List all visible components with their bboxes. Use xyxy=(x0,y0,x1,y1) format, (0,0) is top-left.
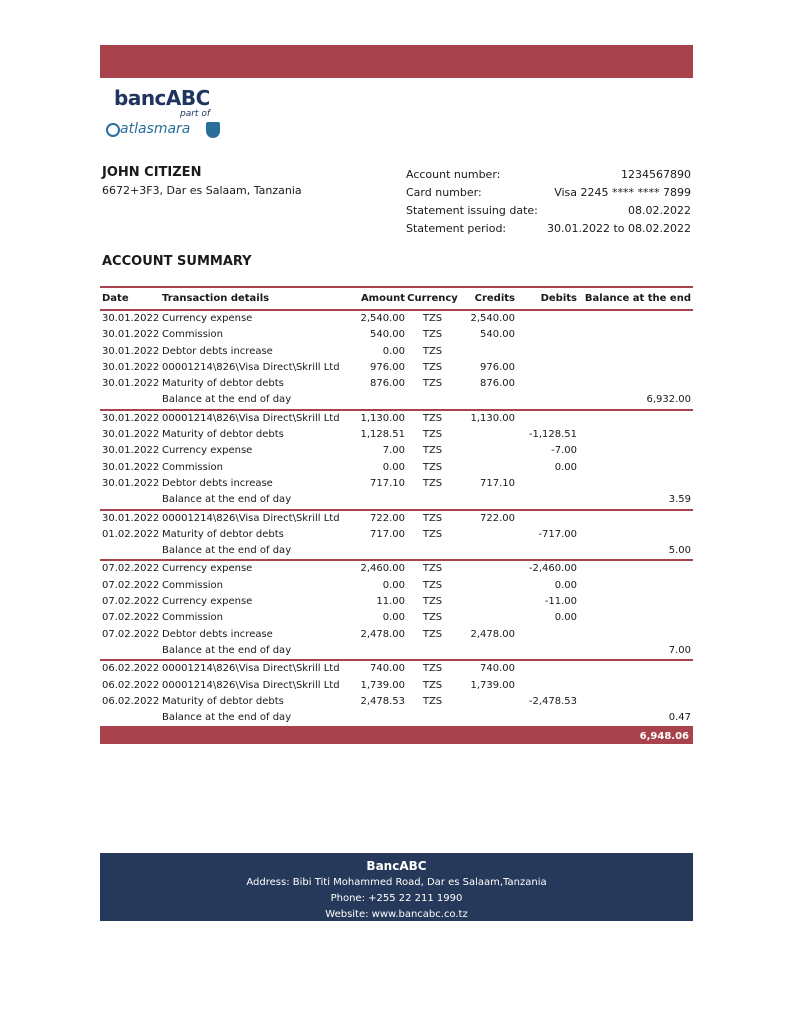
cell-debits xyxy=(515,376,577,392)
cell-date: 06.02.2022 xyxy=(102,695,160,707)
info-label: Statement issuing date: xyxy=(406,204,538,217)
cell-currency: TZS xyxy=(422,445,443,457)
total-band xyxy=(100,728,693,744)
cell-date: 30.01.2022 xyxy=(102,445,160,457)
col-credits: Credits xyxy=(474,293,515,304)
cell-credits: 2,478.00 xyxy=(470,628,515,640)
cell-details: Commission xyxy=(162,329,224,341)
cell-balance xyxy=(577,311,693,327)
cell-date: 30.01.2022 xyxy=(102,329,160,341)
table-row xyxy=(100,411,693,427)
cell-details: Debtor debts increase xyxy=(162,628,273,640)
cell-amount: 2,540.00 xyxy=(360,313,405,324)
cell-details: 00001214\826\Visa Direct\Skrill Ltd xyxy=(162,679,340,691)
cell-date xyxy=(100,492,162,508)
cell-balance xyxy=(577,694,693,710)
cell-credits xyxy=(460,694,515,710)
total-value: 6,948.06 xyxy=(639,730,689,742)
cell-currency xyxy=(405,643,460,659)
cell-amount: 2,460.00 xyxy=(360,563,405,575)
cell-currency xyxy=(405,543,460,559)
cell-details: Commission xyxy=(162,612,224,624)
cell-date: 30.01.2022 xyxy=(102,345,160,357)
table-row xyxy=(100,344,693,360)
cell-balance xyxy=(577,561,693,577)
cell-credits: 722.00 xyxy=(480,512,515,524)
cell-credits xyxy=(460,710,515,726)
table-row xyxy=(100,527,693,543)
cell-balance xyxy=(577,411,693,427)
footer xyxy=(100,853,693,921)
logo-bank-name: bancABC xyxy=(114,86,210,110)
cell-currency xyxy=(405,492,460,508)
header-band xyxy=(100,45,693,78)
cell-currency: TZS xyxy=(422,612,443,624)
cell-debits xyxy=(515,411,577,427)
cell-credits xyxy=(460,460,515,476)
cell-credits: 740.00 xyxy=(480,663,515,675)
cell-date: 06.02.2022 xyxy=(102,663,160,675)
info-value: 30.01.2022 to 08.02.2022 xyxy=(547,222,691,235)
logo-brand: atlasmara xyxy=(120,121,191,137)
cell-credits: 717.10 xyxy=(480,477,515,489)
cell-date: 30.01.2022 xyxy=(102,512,160,524)
cell-date: 30.01.2022 xyxy=(102,429,160,441)
account-holder-name: JOHN CITIZEN xyxy=(102,165,202,180)
cell-amount: 1,739.00 xyxy=(360,679,405,691)
table-row xyxy=(100,392,693,408)
cell-currency: TZS xyxy=(422,528,443,540)
table-row xyxy=(100,643,693,659)
cell-currency: TZS xyxy=(422,378,443,390)
cell-credits xyxy=(460,492,515,508)
account-info xyxy=(406,166,691,238)
cell-date: 30.01.2022 xyxy=(102,412,160,424)
cell-currency: TZS xyxy=(422,563,443,575)
cell-details: Balance at the end of day xyxy=(162,545,292,557)
cell-amount xyxy=(347,710,405,726)
info-row-issue-date xyxy=(406,202,691,220)
cell-credits xyxy=(460,344,515,360)
table-row xyxy=(100,476,693,492)
cell-credits xyxy=(460,443,515,459)
cell-currency: TZS xyxy=(422,461,443,473)
shield-icon xyxy=(206,122,220,138)
cell-debits xyxy=(515,643,577,659)
cell-debits xyxy=(515,492,577,508)
cell-credits xyxy=(460,643,515,659)
cell-balance xyxy=(577,427,693,443)
cell-credits: 1,130.00 xyxy=(470,412,515,424)
cell-balance xyxy=(577,476,693,492)
cell-currency: TZS xyxy=(422,345,443,357)
cell-details: Currency expense xyxy=(162,563,253,575)
cell-amount: 717.10 xyxy=(370,477,405,489)
col-currency: Currency xyxy=(407,293,458,304)
footer-phone: Phone: +255 22 211 1990 xyxy=(330,893,463,904)
cell-date: 30.01.2022 xyxy=(102,378,160,390)
cell-debits: -2,478.53 xyxy=(528,695,577,707)
table-row xyxy=(100,561,693,577)
cell-currency: TZS xyxy=(422,695,443,707)
col-amount: Amount xyxy=(360,293,405,304)
cell-amount: 2,478.53 xyxy=(360,695,405,707)
cell-date: 30.01.2022 xyxy=(102,461,160,473)
cell-debits: -7.00 xyxy=(551,445,577,457)
cell-details: Maturity of debtor debts xyxy=(162,378,284,390)
cell-credits: 2,540.00 xyxy=(470,313,515,324)
cell-currency: TZS xyxy=(422,477,443,489)
table-row xyxy=(100,694,693,710)
table-row xyxy=(100,311,693,327)
cell-date xyxy=(100,710,162,726)
cell-currency: TZS xyxy=(422,412,443,424)
table-row xyxy=(100,627,693,643)
cell-amount: 0.00 xyxy=(382,345,405,357)
cell-details: Currency expense xyxy=(162,313,253,324)
col-balance: Balance at the end xyxy=(584,293,691,304)
footer-website: Website: www.bancabc.co.tz xyxy=(325,909,468,920)
cell-details: Commission xyxy=(162,461,224,473)
cell-amount: 0.00 xyxy=(382,579,405,591)
cell-debits xyxy=(515,543,577,559)
cell-currency: TZS xyxy=(422,679,443,691)
cell-debits xyxy=(515,627,577,643)
table-body xyxy=(100,311,693,728)
cell-debits: 0.00 xyxy=(554,579,577,591)
cell-date: 30.01.2022 xyxy=(102,361,160,373)
cell-amount: 740.00 xyxy=(370,663,405,675)
cell-details: Balance at the end of day xyxy=(162,644,292,656)
cell-details: Currency expense xyxy=(162,596,253,608)
cell-details: Debtor debts increase xyxy=(162,345,273,357)
cell-debits xyxy=(515,327,577,343)
cell-date: 30.01.2022 xyxy=(102,477,160,489)
col-date: Date xyxy=(102,293,129,304)
cell-date: 07.02.2022 xyxy=(102,628,160,640)
cell-balance: 0.47 xyxy=(668,712,691,724)
cell-balance xyxy=(577,360,693,376)
cell-details: Debtor debts increase xyxy=(162,477,273,489)
cell-balance xyxy=(577,627,693,643)
cell-balance xyxy=(577,661,693,677)
cell-balance xyxy=(577,443,693,459)
transaction-group xyxy=(100,511,693,562)
cell-debits: -2,460.00 xyxy=(528,563,577,575)
cell-currency: TZS xyxy=(422,313,443,324)
cell-amount: 11.00 xyxy=(376,596,405,608)
cell-details: Balance at the end of day xyxy=(162,712,292,724)
transaction-group xyxy=(100,311,693,411)
cell-balance xyxy=(577,327,693,343)
cell-details: Maturity of debtor debts xyxy=(162,695,284,707)
cell-currency: TZS xyxy=(422,512,443,524)
cell-amount: 717.00 xyxy=(370,528,405,540)
info-row-period xyxy=(406,220,691,238)
table-row xyxy=(100,710,693,726)
cell-debits xyxy=(515,476,577,492)
cell-balance xyxy=(577,376,693,392)
atlasmara-mark-icon xyxy=(106,123,120,137)
cell-amount xyxy=(347,392,405,408)
table-row xyxy=(100,543,693,559)
cell-details: Maturity of debtor debts xyxy=(162,528,284,540)
cell-date xyxy=(100,543,162,559)
cell-details: 00001214\826\Visa Direct\Skrill Ltd xyxy=(162,361,340,373)
table-row xyxy=(100,678,693,694)
cell-details: Currency expense xyxy=(162,445,253,457)
cell-amount: 540.00 xyxy=(370,329,405,341)
table-row xyxy=(100,661,693,677)
cell-credits: 976.00 xyxy=(480,361,515,373)
cell-date xyxy=(100,643,162,659)
cell-amount: 0.00 xyxy=(382,612,405,624)
cell-balance xyxy=(577,678,693,694)
table-row xyxy=(100,610,693,626)
cell-date: 06.02.2022 xyxy=(102,679,160,691)
cell-debits xyxy=(515,710,577,726)
cell-details: Balance at the end of day xyxy=(162,394,292,406)
cell-amount: 7.00 xyxy=(382,445,405,457)
cell-debits xyxy=(515,678,577,694)
cell-debits xyxy=(515,661,577,677)
cell-credits xyxy=(460,543,515,559)
cell-balance: 5.00 xyxy=(668,545,691,557)
cell-credits xyxy=(460,578,515,594)
footer-bank-name: BancABC xyxy=(366,859,427,873)
cell-balance xyxy=(577,610,693,626)
cell-balance xyxy=(577,578,693,594)
info-value: 1234567890 xyxy=(621,168,691,181)
table-row xyxy=(100,492,693,508)
cell-debits xyxy=(515,344,577,360)
cell-debits: 0.00 xyxy=(554,461,577,473)
table-row xyxy=(100,376,693,392)
cell-date: 07.02.2022 xyxy=(102,596,160,608)
cell-credits xyxy=(460,527,515,543)
table-row xyxy=(100,443,693,459)
cell-amount: 1,128.51 xyxy=(360,429,405,441)
cell-currency: TZS xyxy=(422,596,443,608)
cell-debits xyxy=(515,511,577,527)
info-row-account xyxy=(406,166,691,184)
cell-details: Commission xyxy=(162,579,224,591)
cell-debits: 0.00 xyxy=(554,612,577,624)
cell-debits xyxy=(515,360,577,376)
cell-currency: TZS xyxy=(422,663,443,675)
bank-logo xyxy=(100,86,230,144)
logo-part-of: part of xyxy=(180,109,210,119)
cell-details: Maturity of debtor debts xyxy=(162,429,284,441)
cell-date: 30.01.2022 xyxy=(102,313,160,324)
cell-credits: 1,739.00 xyxy=(470,679,515,691)
cell-debits xyxy=(515,392,577,408)
cell-currency: TZS xyxy=(422,329,443,341)
cell-currency xyxy=(405,710,460,726)
cell-details: 00001214\826\Visa Direct\Skrill Ltd xyxy=(162,663,340,675)
cell-debits: -11.00 xyxy=(544,596,577,608)
cell-balance xyxy=(577,460,693,476)
cell-date: 07.02.2022 xyxy=(102,612,160,624)
cell-credits xyxy=(460,594,515,610)
table-row xyxy=(100,427,693,443)
cell-credits xyxy=(460,427,515,443)
table-row xyxy=(100,460,693,476)
cell-date xyxy=(100,392,162,408)
table-row xyxy=(100,578,693,594)
cell-currency: TZS xyxy=(422,361,443,373)
cell-date: 07.02.2022 xyxy=(102,579,160,591)
cell-details: 00001214\826\Visa Direct\Skrill Ltd xyxy=(162,412,340,424)
transaction-group xyxy=(100,561,693,661)
cell-credits: 876.00 xyxy=(480,378,515,390)
cell-debits: -717.00 xyxy=(538,528,577,540)
table-header xyxy=(100,286,693,311)
table-row xyxy=(100,327,693,343)
cell-credits: 540.00 xyxy=(480,329,515,341)
cell-date: 07.02.2022 xyxy=(102,563,160,575)
transaction-group xyxy=(100,661,693,728)
cell-amount: 1,130.00 xyxy=(360,412,405,424)
cell-currency: TZS xyxy=(422,429,443,441)
cell-currency: TZS xyxy=(422,579,443,591)
cell-credits xyxy=(460,392,515,408)
cell-debits xyxy=(515,311,577,327)
cell-date: 01.02.2022 xyxy=(102,528,160,540)
cell-amount xyxy=(347,543,405,559)
info-row-card xyxy=(406,184,691,202)
table-row xyxy=(100,594,693,610)
cell-amount: 876.00 xyxy=(370,378,405,390)
info-label: Statement period: xyxy=(406,222,507,235)
cell-amount: 976.00 xyxy=(370,361,405,373)
cell-balance xyxy=(577,594,693,610)
cell-amount xyxy=(347,492,405,508)
transaction-group xyxy=(100,411,693,511)
cell-details: Balance at the end of day xyxy=(162,494,292,506)
cell-balance: 3.59 xyxy=(668,494,691,506)
cell-balance xyxy=(577,527,693,543)
cell-credits xyxy=(460,610,515,626)
info-value: 08.02.2022 xyxy=(628,204,691,217)
account-holder-address: 6672+3F3, Dar es Salaam, Tanzania xyxy=(102,184,302,197)
cell-amount: 2,478.00 xyxy=(360,628,405,640)
cell-credits xyxy=(460,561,515,577)
cell-amount: 722.00 xyxy=(370,512,405,524)
summary-title: ACCOUNT SUMMARY xyxy=(102,254,252,269)
cell-amount: 0.00 xyxy=(382,461,405,473)
info-label: Card number: xyxy=(406,186,482,199)
cell-balance xyxy=(577,344,693,360)
cell-details: 00001214\826\Visa Direct\Skrill Ltd xyxy=(162,512,340,524)
cell-balance: 7.00 xyxy=(668,644,691,656)
cell-currency xyxy=(405,392,460,408)
col-details: Transaction details xyxy=(162,293,270,304)
cell-amount xyxy=(347,643,405,659)
col-debits: Debits xyxy=(540,293,577,304)
table-row xyxy=(100,360,693,376)
info-label: Account number: xyxy=(406,168,501,181)
cell-currency: TZS xyxy=(422,628,443,640)
footer-address: Address: Bibi Titi Mohammed Road, Dar es Salaam,Tanzania xyxy=(246,877,547,888)
cell-debits: -1,128.51 xyxy=(528,429,577,441)
transactions-table xyxy=(100,286,693,744)
cell-balance xyxy=(577,511,693,527)
info-value: Visa 2245 **** **** 7899 xyxy=(554,186,691,199)
cell-balance: 6,932.00 xyxy=(646,394,691,406)
table-row xyxy=(100,511,693,527)
